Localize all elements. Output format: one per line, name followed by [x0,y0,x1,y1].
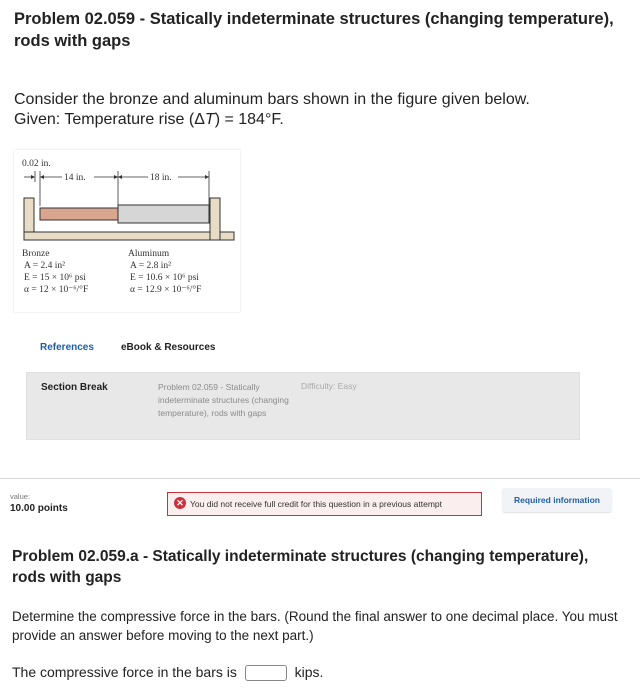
section-divider [0,478,640,479]
answer-prefix: The compressive force in the bars is [12,664,237,680]
aluminum-modulus: E = 10.6 × 10⁶ psi [130,273,199,283]
temperature-variable: T [204,111,215,128]
gap-arrowhead [31,175,35,179]
references-panel [26,372,580,440]
bars-figure [14,150,240,312]
aluminum-alpha: α = 12.9 × 10⁻⁶/°F [130,285,202,295]
dimension-arrowhead [118,175,122,179]
error-x-icon: ✕ [174,497,186,509]
bronze-bar [40,208,118,220]
dimension-label-aluminum: 18 in. [150,173,172,183]
intro-line-1: Consider the bronze and aluminum bars shown in the figure given below. [14,91,530,108]
reference-problem-title: Problem 02.059 - Statically indeterminate structures (changing temperature), rods with gaps [158,382,289,418]
aluminum-bar [118,205,209,223]
problem-intro [14,90,530,130]
page-title: Problem 02.059 - Statically indeterminate structures (changing temperature), rods with gaps [14,10,614,50]
intro-line-2-prefix: Given: Temperature rise (Δ [14,111,205,128]
alert-text: You did not receive full credit for this question in a previous attempt [190,499,442,509]
bronze-name: Bronze [22,249,50,259]
answer-row [12,662,323,682]
gap-label: 0.02 in. [22,159,51,169]
dimension-arrowhead [205,175,209,179]
tab-references[interactable]: References [40,342,94,353]
value-label: value: [10,492,31,501]
points-value: 10.00 points [10,503,68,514]
dimension-arrowhead [114,175,118,179]
section-break-label: Section Break [41,382,108,393]
bars-diagram [14,150,240,312]
compressive-force-input[interactable] [245,665,287,681]
part-a-title: Problem 02.059.a - Statically indeterminate structures (changing temperature), rods with gaps [12,548,589,586]
difficulty-label: Difficulty: Easy [301,381,357,391]
dimension-arrowhead [40,175,44,179]
answer-suffix: kips. [294,664,324,680]
base-support [24,232,234,240]
aluminum-area: A = 2.8 in² [130,261,171,271]
right-support-wall [210,198,220,240]
bronze-area: A = 2.4 in² [24,261,65,271]
tab-ebook-resources[interactable]: eBook & Resources [121,342,216,353]
required-information-button[interactable]: Required information [502,488,612,512]
intro-line-2 [14,110,530,130]
intro-line-2-suffix: ) = 184°F. [214,111,284,128]
bronze-modulus: E = 15 × 10⁶ psi [24,273,86,283]
dimension-label-bronze: 14 in. [64,173,86,183]
bronze-alpha: α = 12 × 10⁻⁶/°F [24,285,89,295]
aluminum-name: Aluminum [128,249,170,259]
part-a-instructions: Determine the compressive force in the bars. (Round the final answer to one decimal place. You must provide an answer before moving to the next part.) [12,609,618,643]
credit-alert [167,492,482,516]
